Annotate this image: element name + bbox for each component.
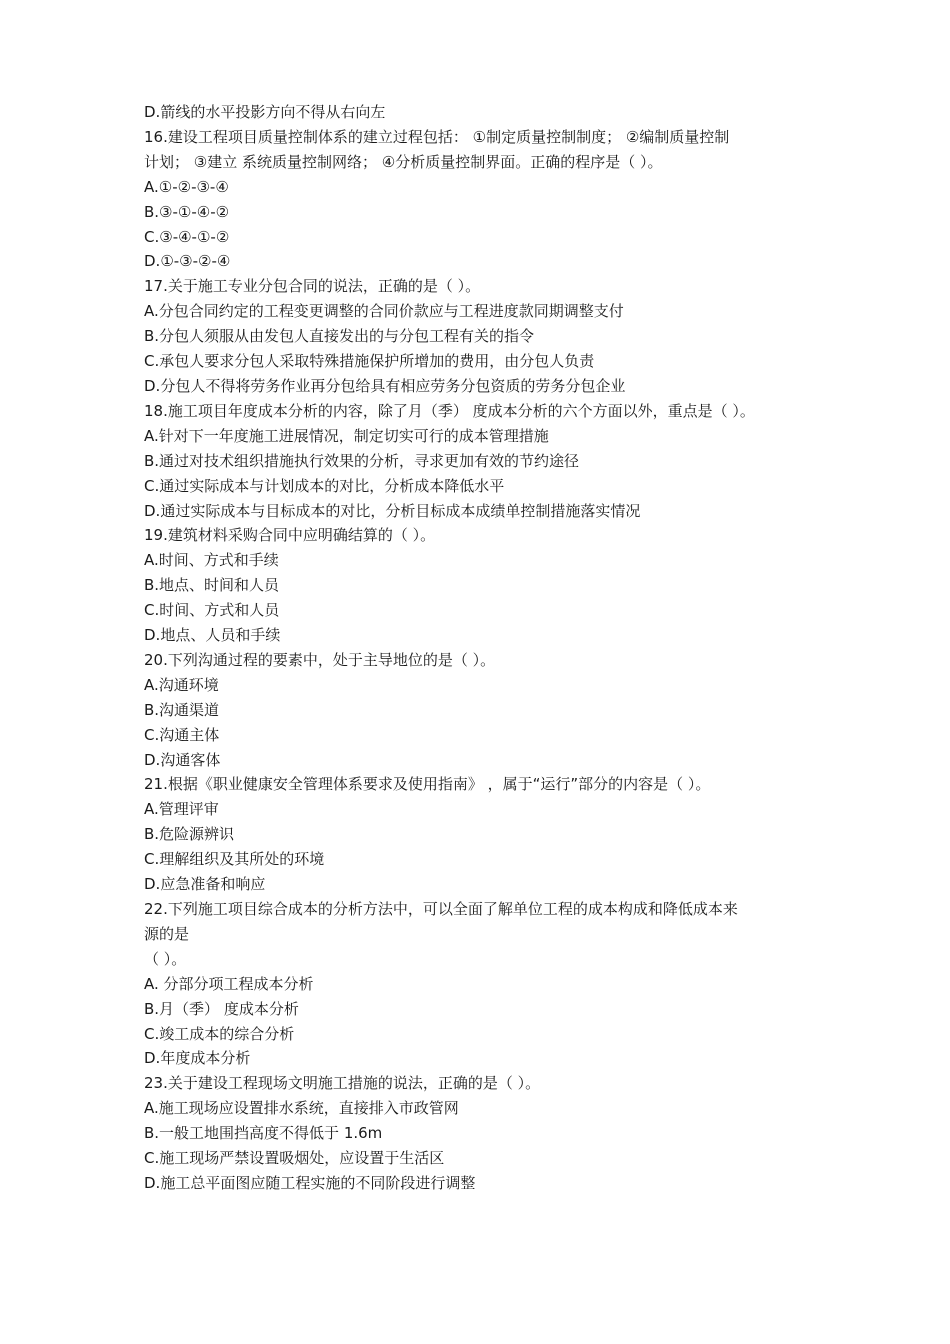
option-b-q20: B.沟通渠道 (144, 700, 220, 719)
option-a-q21: A.管理评审 (144, 800, 219, 819)
option-c-q19: C.时间、方式和人员 (144, 601, 280, 620)
option-d-q20: D.沟通客体 (144, 750, 221, 769)
option-a-q23: A.施工现场应设置排水系统，直接排入市政管网 (144, 1099, 459, 1118)
question-18: 18.施工项目年度成本分析的内容，除了月（季） 度成本分析的六个方面以外，重点是（ ）。 (144, 401, 755, 420)
option-b-q22: B.月（季） 度成本分析 (144, 999, 299, 1018)
option-c-q18: C.通过实际成本与计划成本的对比，分析成本降低水平 (144, 476, 505, 495)
option-d-q19: D.地点、人员和手续 (144, 626, 281, 645)
option-c-q22: C.竣工成本的综合分析 (144, 1024, 295, 1043)
option-d-q17: D.分包人不得将劳务作业再分包给具有相应劳务分包资质的劳务分包企业 (144, 376, 626, 395)
option-b-q16: B.③-①-④-② (144, 202, 230, 221)
option-b-q18: B.通过对技术组织措施执行效果的分析，寻求更加有效的节约途径 (144, 451, 580, 470)
question-19: 19.建筑材料采购合同中应明确结算的（ ）。 (144, 526, 436, 545)
question-22-line-3: （ ）。 (144, 949, 187, 968)
option-a-q22: A. 分部分项工程成本分析 (144, 974, 314, 993)
option-d-q23: D.施工总平面图应随工程实施的不同阶段进行调整 (144, 1173, 476, 1192)
option-a-q19: A.时间、方式和手续 (144, 551, 279, 570)
option-d-q16: D.①-③-②-④ (144, 252, 231, 271)
question-16-line-1: 16.建设工程项目质量控制体系的建立过程包括： ①制定质量控制制度； ②编制质量控制 (144, 127, 730, 146)
option-b-q19: B.地点、时间和人员 (144, 576, 280, 595)
question-21: 21.根据《职业健康安全管理体系要求及使用指南》 ，属于“运行”部分的内容是（ ）。 (144, 775, 711, 794)
option-a-q20: A.沟通环境 (144, 675, 219, 694)
question-22-line-1: 22.下列施工项目综合成本的分析方法中，可以全面了解单位工程的成本构成和降低成本来 (144, 900, 738, 918)
option-b-q23: B.一般工地围挡高度不得低于 1.6m (144, 1124, 383, 1143)
option-c-q20: C.沟通主体 (144, 725, 220, 744)
option-b-q17: B.分包人须服从由发包人直接发出的与分包工程有关的指令 (144, 327, 535, 346)
option-c-q23: C.施工现场严禁设置吸烟处，应设置于生活区 (144, 1149, 445, 1168)
option-a-q18: A.针对下一年度施工进展情况，制定切实可行的成本管理措施 (144, 426, 549, 445)
option-d-q15: D.箭线的水平投影方向不得从右向左 (144, 103, 386, 121)
option-a-q17: A.分包合同约定的工程变更调整的合同价款应与工程进度款同期调整支付 (144, 302, 624, 321)
document-body (144, 100, 824, 1196)
option-c-q16: C.③-④-①-② (144, 227, 230, 246)
question-23: 23.关于建设工程现场文明施工措施的说法，正确的是（ ）。 (144, 1074, 541, 1093)
option-d-q21: D.应急准备和响应 (144, 875, 266, 894)
option-d-q18: D.通过实际成本与目标成本的对比，分析目标成本成绩单控制措施落实情况 (144, 501, 641, 520)
question-16-line-2: 计划； ③建立 系统质量控制网络； ④分析质量控制界面。正确的程序是（ ）。 (144, 152, 663, 171)
option-a-q16: A.①-②-③-④ (144, 177, 229, 196)
option-c-q21: C.理解组织及其所处的环境 (144, 850, 325, 869)
option-d-q22: D.年度成本分析 (144, 1049, 251, 1068)
option-b-q21: B.危险源辨识 (144, 825, 235, 844)
question-22-line-2: 源的是 (144, 924, 190, 943)
question-17: 17.关于施工专业分包合同的说法，正确的是（ ）。 (144, 277, 481, 296)
question-20: 20.下列沟通过程的要素中，处于主导地位的是（ ）。 (144, 650, 496, 669)
option-c-q17: C.承包人要求分包人采取特殊措施保护所增加的费用，由分包人负责 (144, 352, 595, 371)
